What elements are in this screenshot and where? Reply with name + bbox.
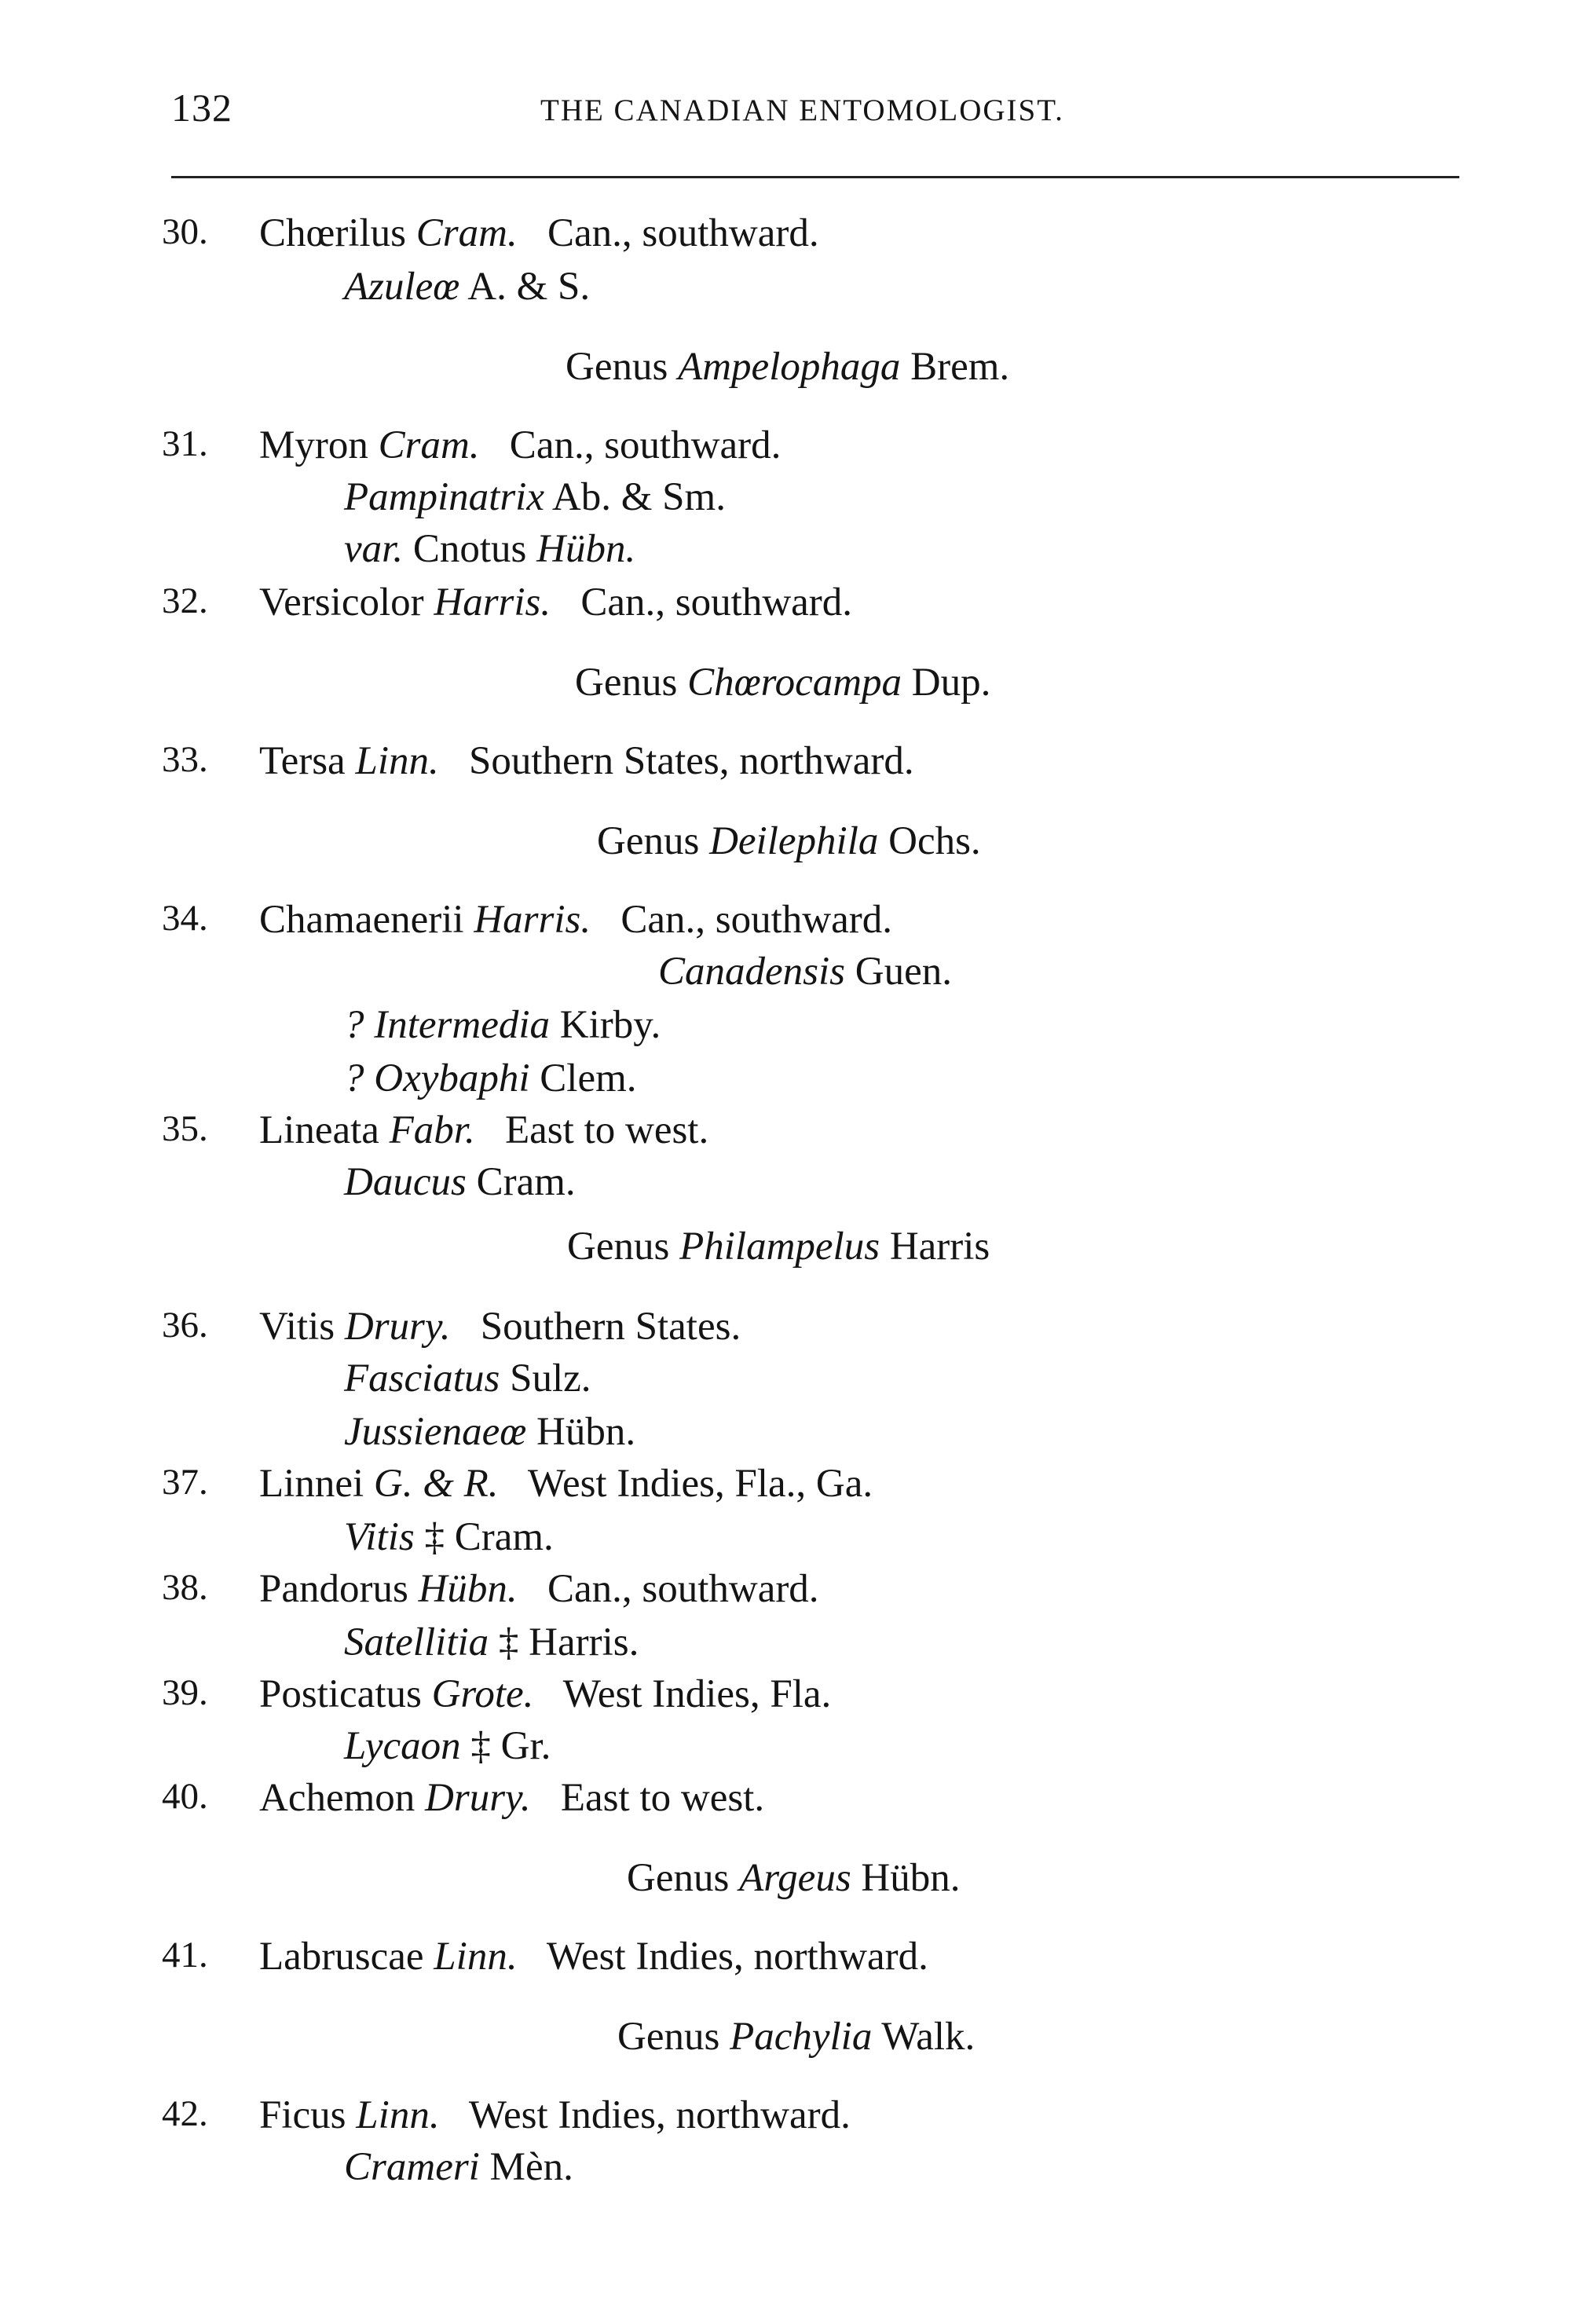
entry-number: 32. [162,580,208,621]
species-name: Posticatus [259,1672,422,1716]
species-author: G. & R. [373,1462,499,1506]
synonym-prefix: ? [344,1003,364,1047]
synonym-author: A. & S. [467,265,591,309]
species-name: Chamaenerii [259,898,464,942]
species-range: Can., southward. [620,898,892,942]
synonym-author: Mèn. [489,2145,573,2189]
entry-number: 36. [162,1305,208,1346]
species-name: Tersa [259,739,346,783]
species-author: Linn. [434,1935,518,1979]
entry-number: 34. [162,898,208,939]
species-range: Can., southward. [547,211,819,255]
entry-number: 41. [162,1935,208,1975]
genus-author: Hübn. [861,1856,961,1900]
synonym-author: Gr. [500,1724,551,1768]
species-name: Lineata [259,1108,379,1152]
synonym-name: Azuleœ [344,265,460,309]
species-name: Ficus [259,2093,346,2137]
genus-author: Harris [889,1225,990,1269]
entry-number: 35. [162,1108,208,1149]
species-range: West Indies, Fla., Ga. [527,1462,873,1506]
synonym-name: Vitis [344,1515,415,1559]
genus-word: Genus [617,2015,720,2059]
entry-number: 39. [162,1672,208,1713]
synonym-mark: ‡ [470,1724,491,1768]
page-number: 132 [171,86,232,130]
species-name: Versicolor [259,580,424,624]
species-author: Cram. [415,211,518,255]
genus-author: Walk. [881,2015,976,2059]
synonym-author: Hübn. [536,1410,636,1454]
species-range: West Indies, northward. [546,1935,928,1979]
genus-name: Deilephila [709,819,879,863]
entry-number: 33. [162,739,208,780]
species-name: Linnei [259,1462,364,1506]
species-range: West Indies, northward. [468,2093,851,2137]
species-author: Linn. [356,2093,440,2137]
genus-name: Pachylia [730,2015,873,2059]
synonym-prefix: var. [344,527,404,571]
genus-author: Brem. [910,345,1010,389]
species-range: Can., southward. [580,580,853,624]
entry-number: 38. [162,1567,208,1608]
genus-name: Ampelophaga [678,345,901,389]
synonym-name: Canadensis [658,950,846,994]
genus-name: Philampelus [679,1225,880,1269]
genus-word: Genus [567,1225,670,1269]
page-header [171,85,1459,140]
synonym-name: Satellitia [344,1620,489,1664]
species-name: Chœrilus [259,211,407,255]
species-range: East to west. [560,1776,765,1820]
genus-word: Genus [566,345,668,389]
synonym-author: Kirby. [559,1003,661,1047]
species-author: Fabr. [389,1108,475,1152]
species-author: Cram. [378,423,480,467]
synonym-author: Cram. [476,1160,576,1204]
species-range: Southern States, northward. [469,739,914,783]
species-range: Southern States. [480,1305,741,1349]
species-author: Hübn. [418,1567,518,1611]
species-name: Myron [259,423,368,467]
synonym-mark: ‡ [498,1620,519,1664]
synonym-mark: ‡ [424,1515,445,1559]
synonym-name: Cnotus [412,527,527,571]
species-author: Grote. [431,1672,534,1716]
synonym-author: Hübn. [536,527,636,571]
entry-number: 30. [162,211,208,252]
species-range: West Indies, Fla. [562,1672,832,1716]
entry-number: 42. [162,2093,208,2134]
running-head: THE CANADIAN ENTOMOLOGIST. [540,93,1064,127]
synonym-name: Lycaon [344,1724,461,1768]
synonym-prefix: ? [344,1056,364,1100]
entry-number: 31. [162,423,208,464]
species-name: Pandorus [259,1567,408,1611]
genus-word: Genus [597,819,700,863]
species-name: Achemon [259,1776,415,1820]
species-range: Can., southward. [547,1567,819,1611]
synonym-author: Clem. [540,1056,637,1100]
synonym-author: Ab. & Sm. [551,475,726,519]
genus-name: Chœrocampa [687,661,902,705]
entry-number: 40. [162,1776,208,1817]
entry-number: 37. [162,1462,208,1503]
genus-name: Argeus [739,1856,851,1900]
synonym-author: Cram. [454,1515,554,1559]
synonym-author: Harris. [529,1620,639,1664]
synonym-author: Sulz. [510,1357,591,1400]
species-name: Vitis [259,1305,335,1349]
species-author: Linn. [355,739,439,783]
genus-author: Ochs. [888,819,981,863]
species-range: East to west. [505,1108,709,1152]
genus-word: Genus [575,661,678,705]
genus-word: Genus [627,1856,730,1900]
header-rule [171,176,1459,178]
synonym-name: Crameri [344,2145,480,2189]
species-author: Drury. [425,1776,531,1820]
synonym-name: Jussienaeœ [344,1410,527,1454]
genus-author: Dup. [911,661,991,705]
species-author: Drury. [344,1305,451,1349]
synonym-name: Intermedia [374,1003,551,1047]
species-author: Harris. [434,580,551,624]
synonym-name: Pampinatrix [344,475,544,519]
species-range: Can., southward. [509,423,782,467]
synonym-name: Fasciatus [344,1357,500,1400]
synonym-author: Guen. [855,950,952,994]
species-name: Labruscae [259,1935,424,1979]
species-author: Harris. [474,898,591,942]
synonym-name: Daucus [344,1160,467,1204]
synonym-name: Oxybaphi [374,1056,530,1100]
